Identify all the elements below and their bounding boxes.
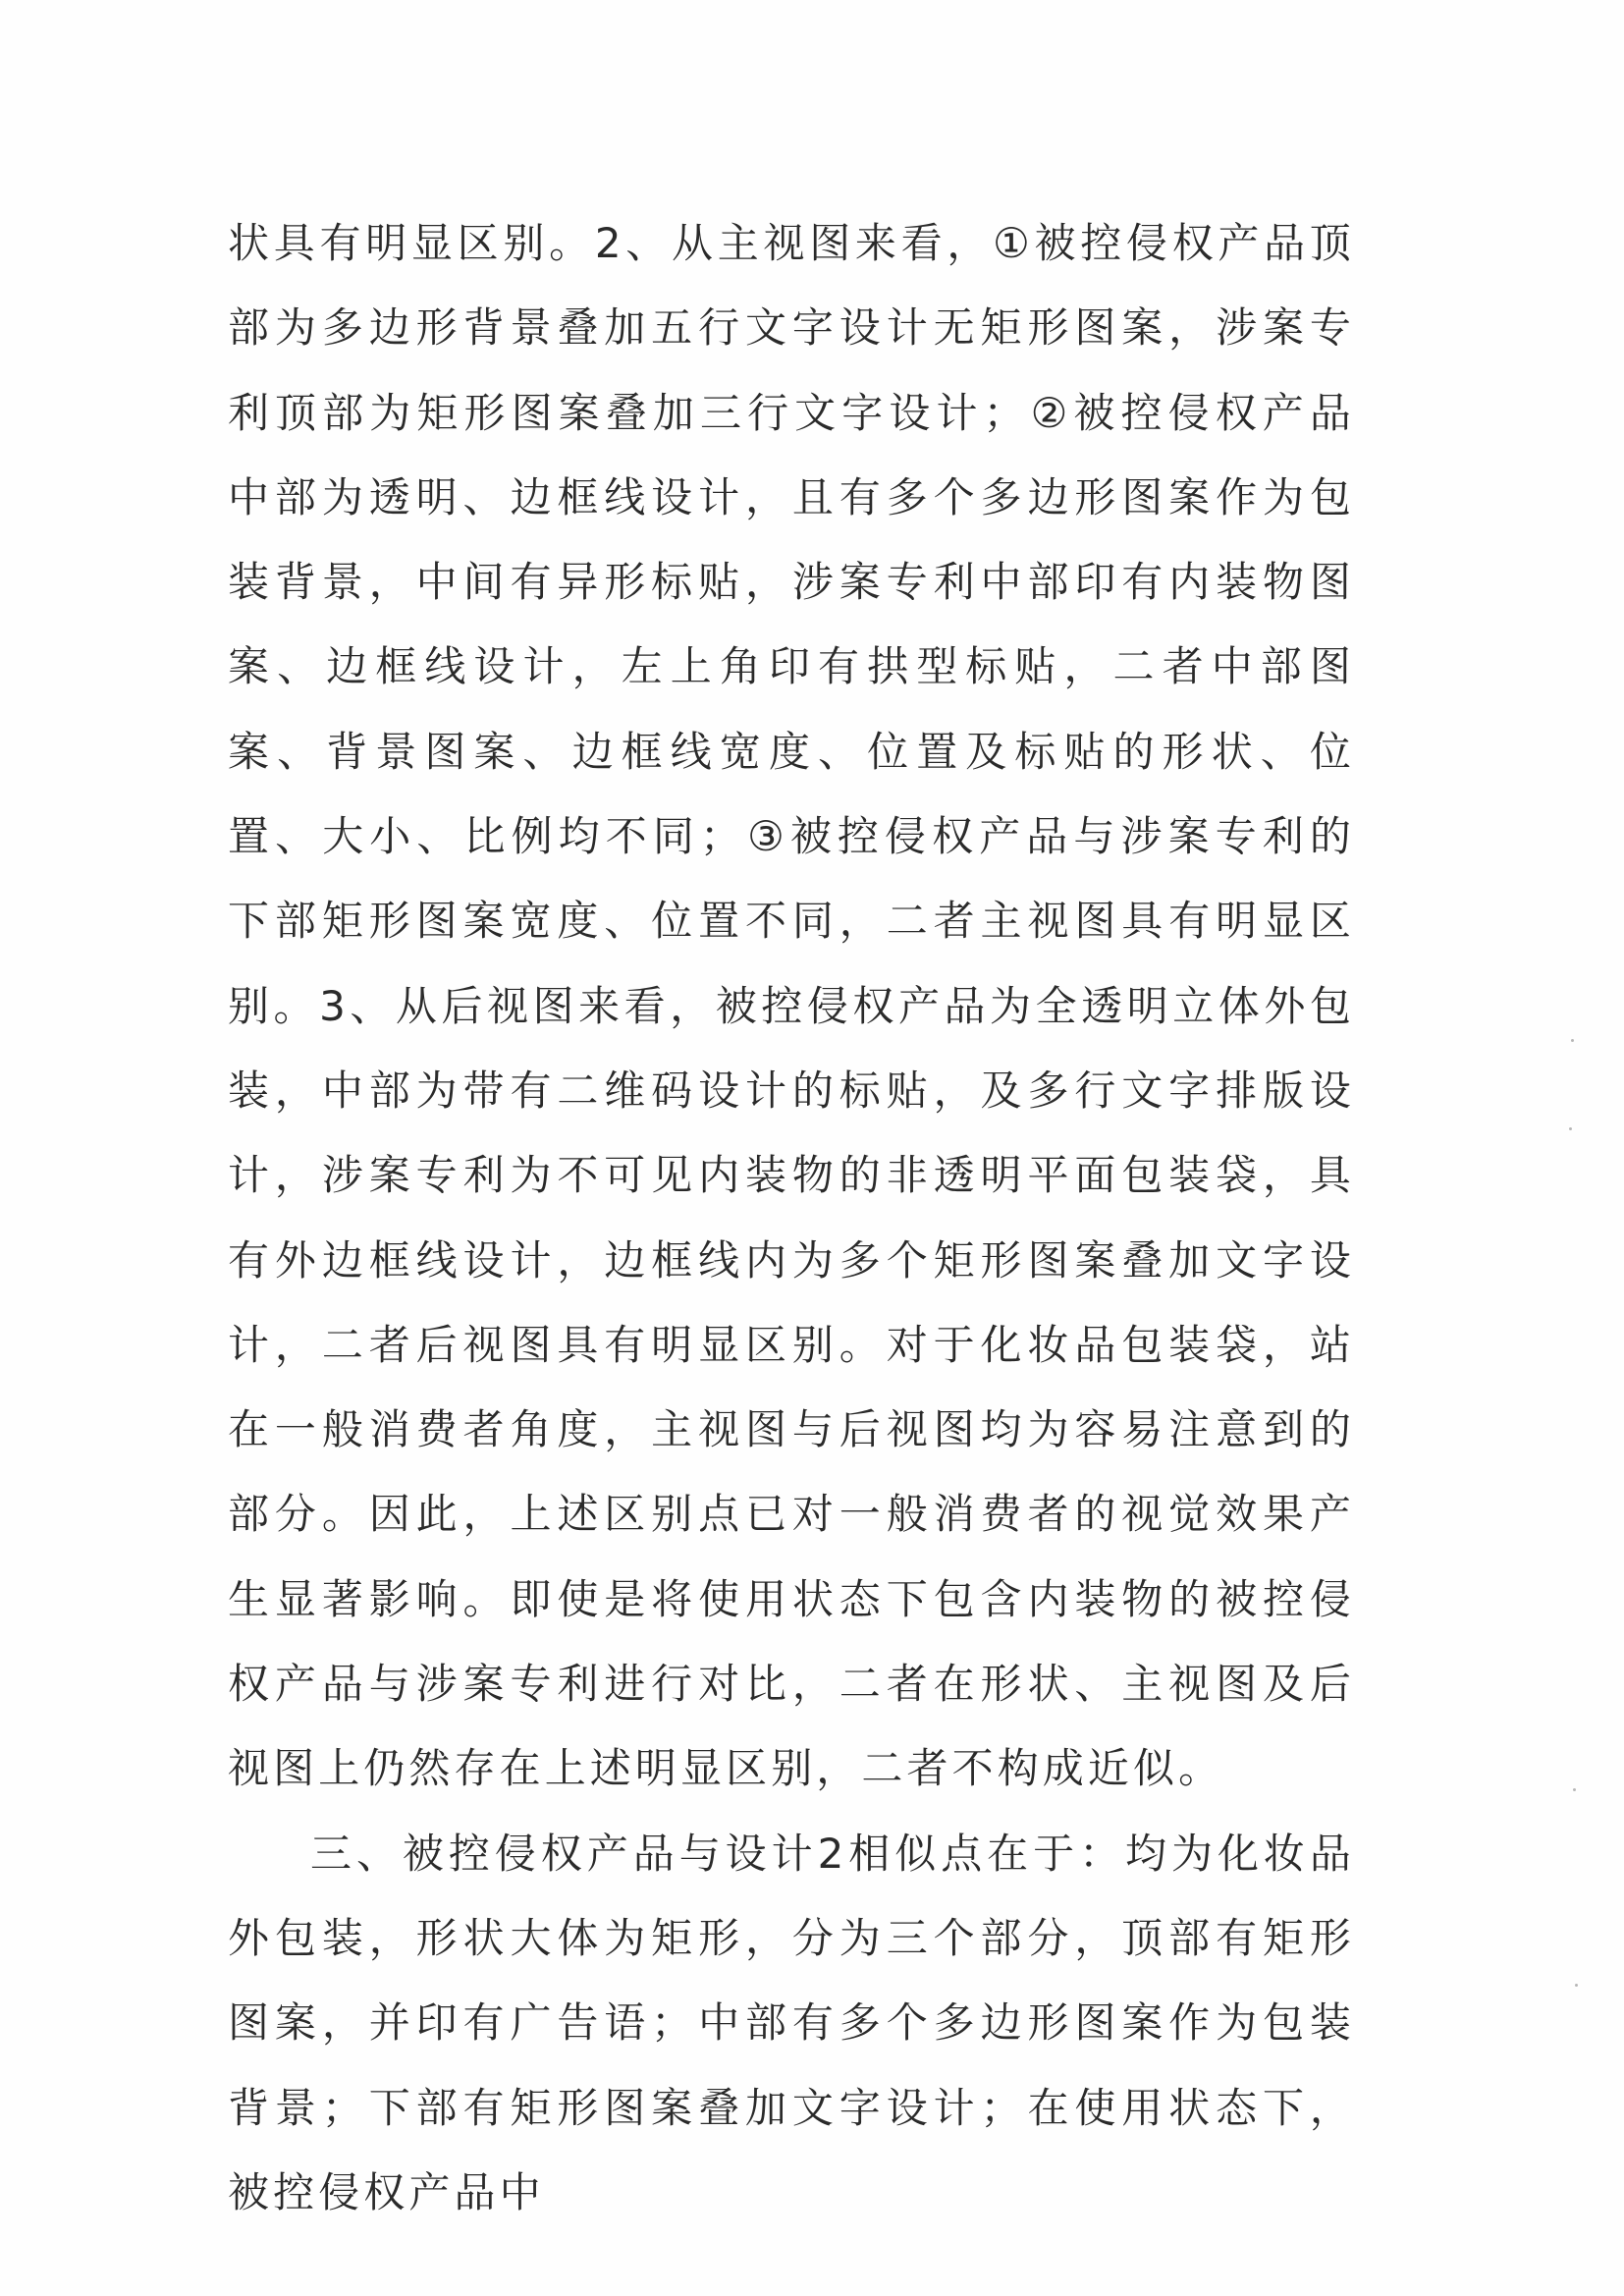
scan-speck [1569,1127,1572,1130]
paragraph-1: 状具有明显区别。2、从主视图来看，①被控侵权产品顶部为多边形背景叠加五行文字设计无矩形图案，涉案专利顶部为矩形图案叠加三行文字设计；②被控侵权产品中部为透明、边框线设计，且有多个多边形图案作为包装背景，中间有异形标贴，涉案专利中部印有内装物图案、边框线设计，左上角印有拱型标贴，二者中部图案、背景图案、边框线宽度、位置及标贴的形状、位置、大小、比例均不同；③被控侵权产品与涉案专利的下部矩形图案宽度、位置不同，二者主视图具有明显区别。3、从后视图来看，被控侵权产品为全透明立体外包装，中部为带有二维码设计的标贴，及多行文字排版设计，涉案专利为不可见内装物的非透明平面包装袋，具有外边框线设计，边框线内为多个矩形图案叠加文字设计，二者后视图具有明显区别。对于化妆品包装袋，站在一般消费者角度，主视图与后视图均为容易注意到的部分。因此，上述区别点已对一般消费者的视觉效果产生显著影响。即使是将使用状态下包含内装物的被控侵权产品与涉案专利进行对比，二者在形状、主视图及后视图上仍然存在上述明显区别，二者不构成近似。 [228,219,1355,1793]
paragraph-2: 三、被控侵权产品与设计2相似点在于：均为化妆品外包装，形状大体为矩形，分为三个部分，顶部有矩形图案，并印有广告语；中部有多个多边形图案作为包装背景；下部有矩形图案叠加文字设计；在使用状态下，被控侵权产品中 [228,1829,1355,2216]
scan-speck [1571,1039,1574,1042]
scan-speck [1575,1984,1578,1987]
scan-speck [1573,1788,1576,1791]
body-text [228,201,1355,2235]
